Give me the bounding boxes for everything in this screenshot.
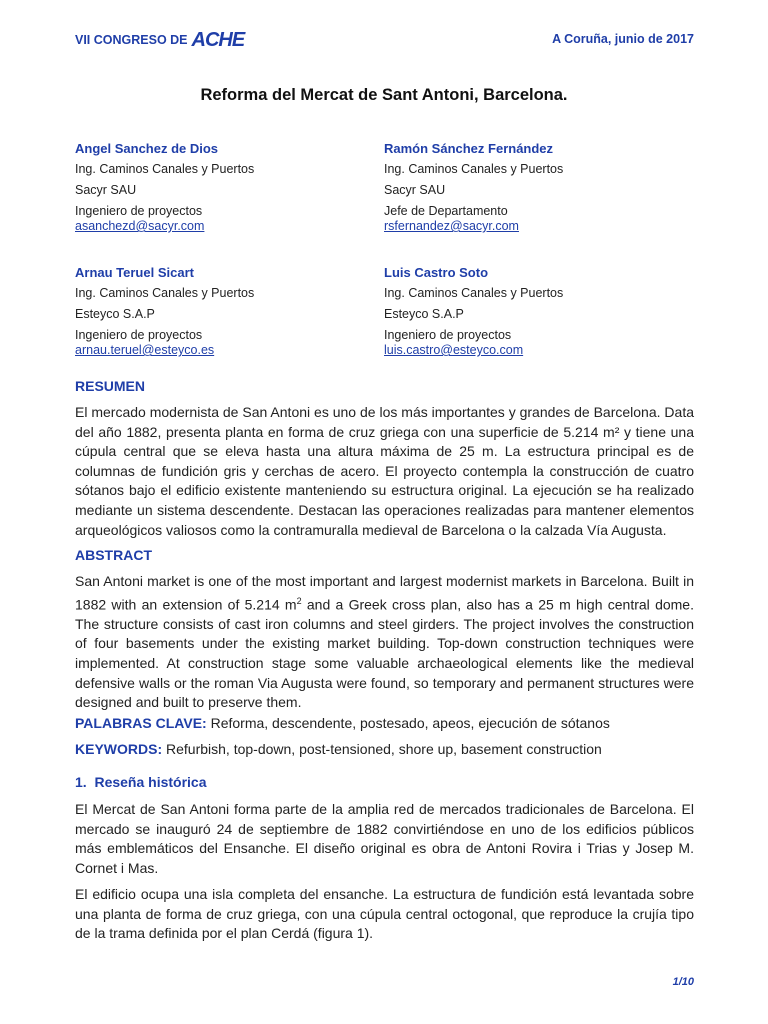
author-degree: Ing. Caminos Canales y Puertos (75, 162, 255, 176)
resumen-heading: RESUMEN (75, 378, 146, 394)
ache-logo: ACHE (191, 29, 245, 51)
author-degree: Ing. Caminos Canales y Puertos (384, 162, 564, 176)
author-block (75, 265, 375, 358)
abstract-superscript: 2 (296, 595, 302, 606)
author-degree: Ing. Caminos Canales y Puertos (75, 286, 255, 300)
author-role: Ingeniero de proyectos (384, 328, 512, 342)
abstract-text-end: and a Greek cross plan, also has a 25 m high central dome. The structure consists of cast iron columns and steel girders. The project involves the construction of four basements under the existing market building. Top-down construction techniques were implemented. At construction stage some valuable archaeological elements like the medieval defensive walls or the roman Via Augusta were found, so temporary and permanent structures were designed and built to preserve them. (75, 596, 694, 711)
page-number: 1/10 (672, 976, 694, 988)
author-company: Sacyr SAU (384, 183, 446, 197)
author-block (384, 265, 684, 358)
author-company: Esteyco S.A.P (384, 307, 464, 321)
author-name: Ramón Sánchez Fernández (384, 141, 554, 156)
section-1-heading: 1. Reseña histórica (75, 774, 207, 790)
place-date: A Coruña, junio de 2017 (552, 32, 694, 46)
congress-label: VII CONGRESO DE (75, 33, 188, 47)
keywords-text: Refurbish, top-down, post-tensioned, shore up, basement construction (162, 741, 602, 757)
resumen-text: El mercado modernista de San Antoni es uno de los más importantes y grandes de Barcelona. Data del año 1882, presenta planta en forma de cruz griega con una superficie de 5.214 m² y tiene una cúpula central que se eleva hasta una altura máxima de 25 m. La estructura principal es de columnas de fundición gris y cerchas de acero. El proyecto contempla la construcción de cuatro sótanos bajo el edificio existente manteniendo su estructura original. La ejecución se ha realizado mediante un sistema descendente. Destacan las operaciones realizadas para mantener elementos arqueológicos valiosos como la contramuralla medieval de Barcelona o la calzada Vía Augusta. (75, 404, 694, 538)
palabras-clave-text: Reforma, descendente, postesado, apeos, ejecución de sótanos (206, 715, 610, 731)
author-email-link[interactable]: arnau.teruel@esteyco.es (75, 343, 215, 357)
author-degree: Ing. Caminos Canales y Puertos (384, 286, 564, 300)
author-role: Ingeniero de proyectos (75, 204, 203, 218)
section-1-paragraph: El edificio ocupa una isla completa del ensanche. La estructura de fundición está levantada sobre una planta de forma de cruz griega, con una cúpula central octogonal, que reproduce la crujía tipo de la trama definida por el plan Cerdá (figura 1). (75, 886, 694, 942)
author-company: Esteyco S.A.P (75, 307, 155, 321)
keywords-line (75, 741, 602, 757)
congress-header (75, 30, 244, 50)
author-role: Jefe de Departamento (384, 204, 508, 218)
abstract-text-start: San Antoni market is one of the most important and largest modernist markets in Barcelona. Built in 1882 with an extension of 5.214 m (75, 573, 694, 613)
author-name: Luis Castro Soto (384, 265, 489, 280)
author-block (75, 141, 375, 234)
author-email-link[interactable]: asanchezd@sacyr.com (75, 219, 205, 233)
author-name: Arnau Teruel Sicart (75, 265, 194, 280)
author-email-link[interactable]: rsfernandez@sacyr.com (384, 219, 519, 233)
section-1-paragraph: El Mercat de San Antoni forma parte de la amplia red de mercados tradicionales de Barcelona. El mercado se inauguró 24 de septiembre de 1882 convirtiéndose en uno de los edificios públicos más emblemáticos del Ensanche. El diseño original es obra de Antoni Rovira i Trias y Josep M. Cornet i Mas. (75, 801, 694, 876)
palabras-clave-label: PALABRAS CLAVE: (75, 715, 207, 731)
palabras-clave-line (75, 715, 610, 731)
author-company: Sacyr SAU (75, 183, 137, 197)
abstract-heading: ABSTRACT (75, 547, 152, 563)
author-role: Ingeniero de proyectos (75, 328, 203, 342)
paper-title: Reforma del Mercat de Sant Antoni, Barcelona. (200, 86, 568, 104)
abstract-text (75, 572, 694, 713)
keywords-label: KEYWORDS: (75, 741, 163, 757)
author-email-link[interactable]: luis.castro@esteyco.com (384, 343, 524, 357)
author-block (384, 141, 684, 234)
author-name: Angel Sanchez de Dios (75, 141, 219, 156)
